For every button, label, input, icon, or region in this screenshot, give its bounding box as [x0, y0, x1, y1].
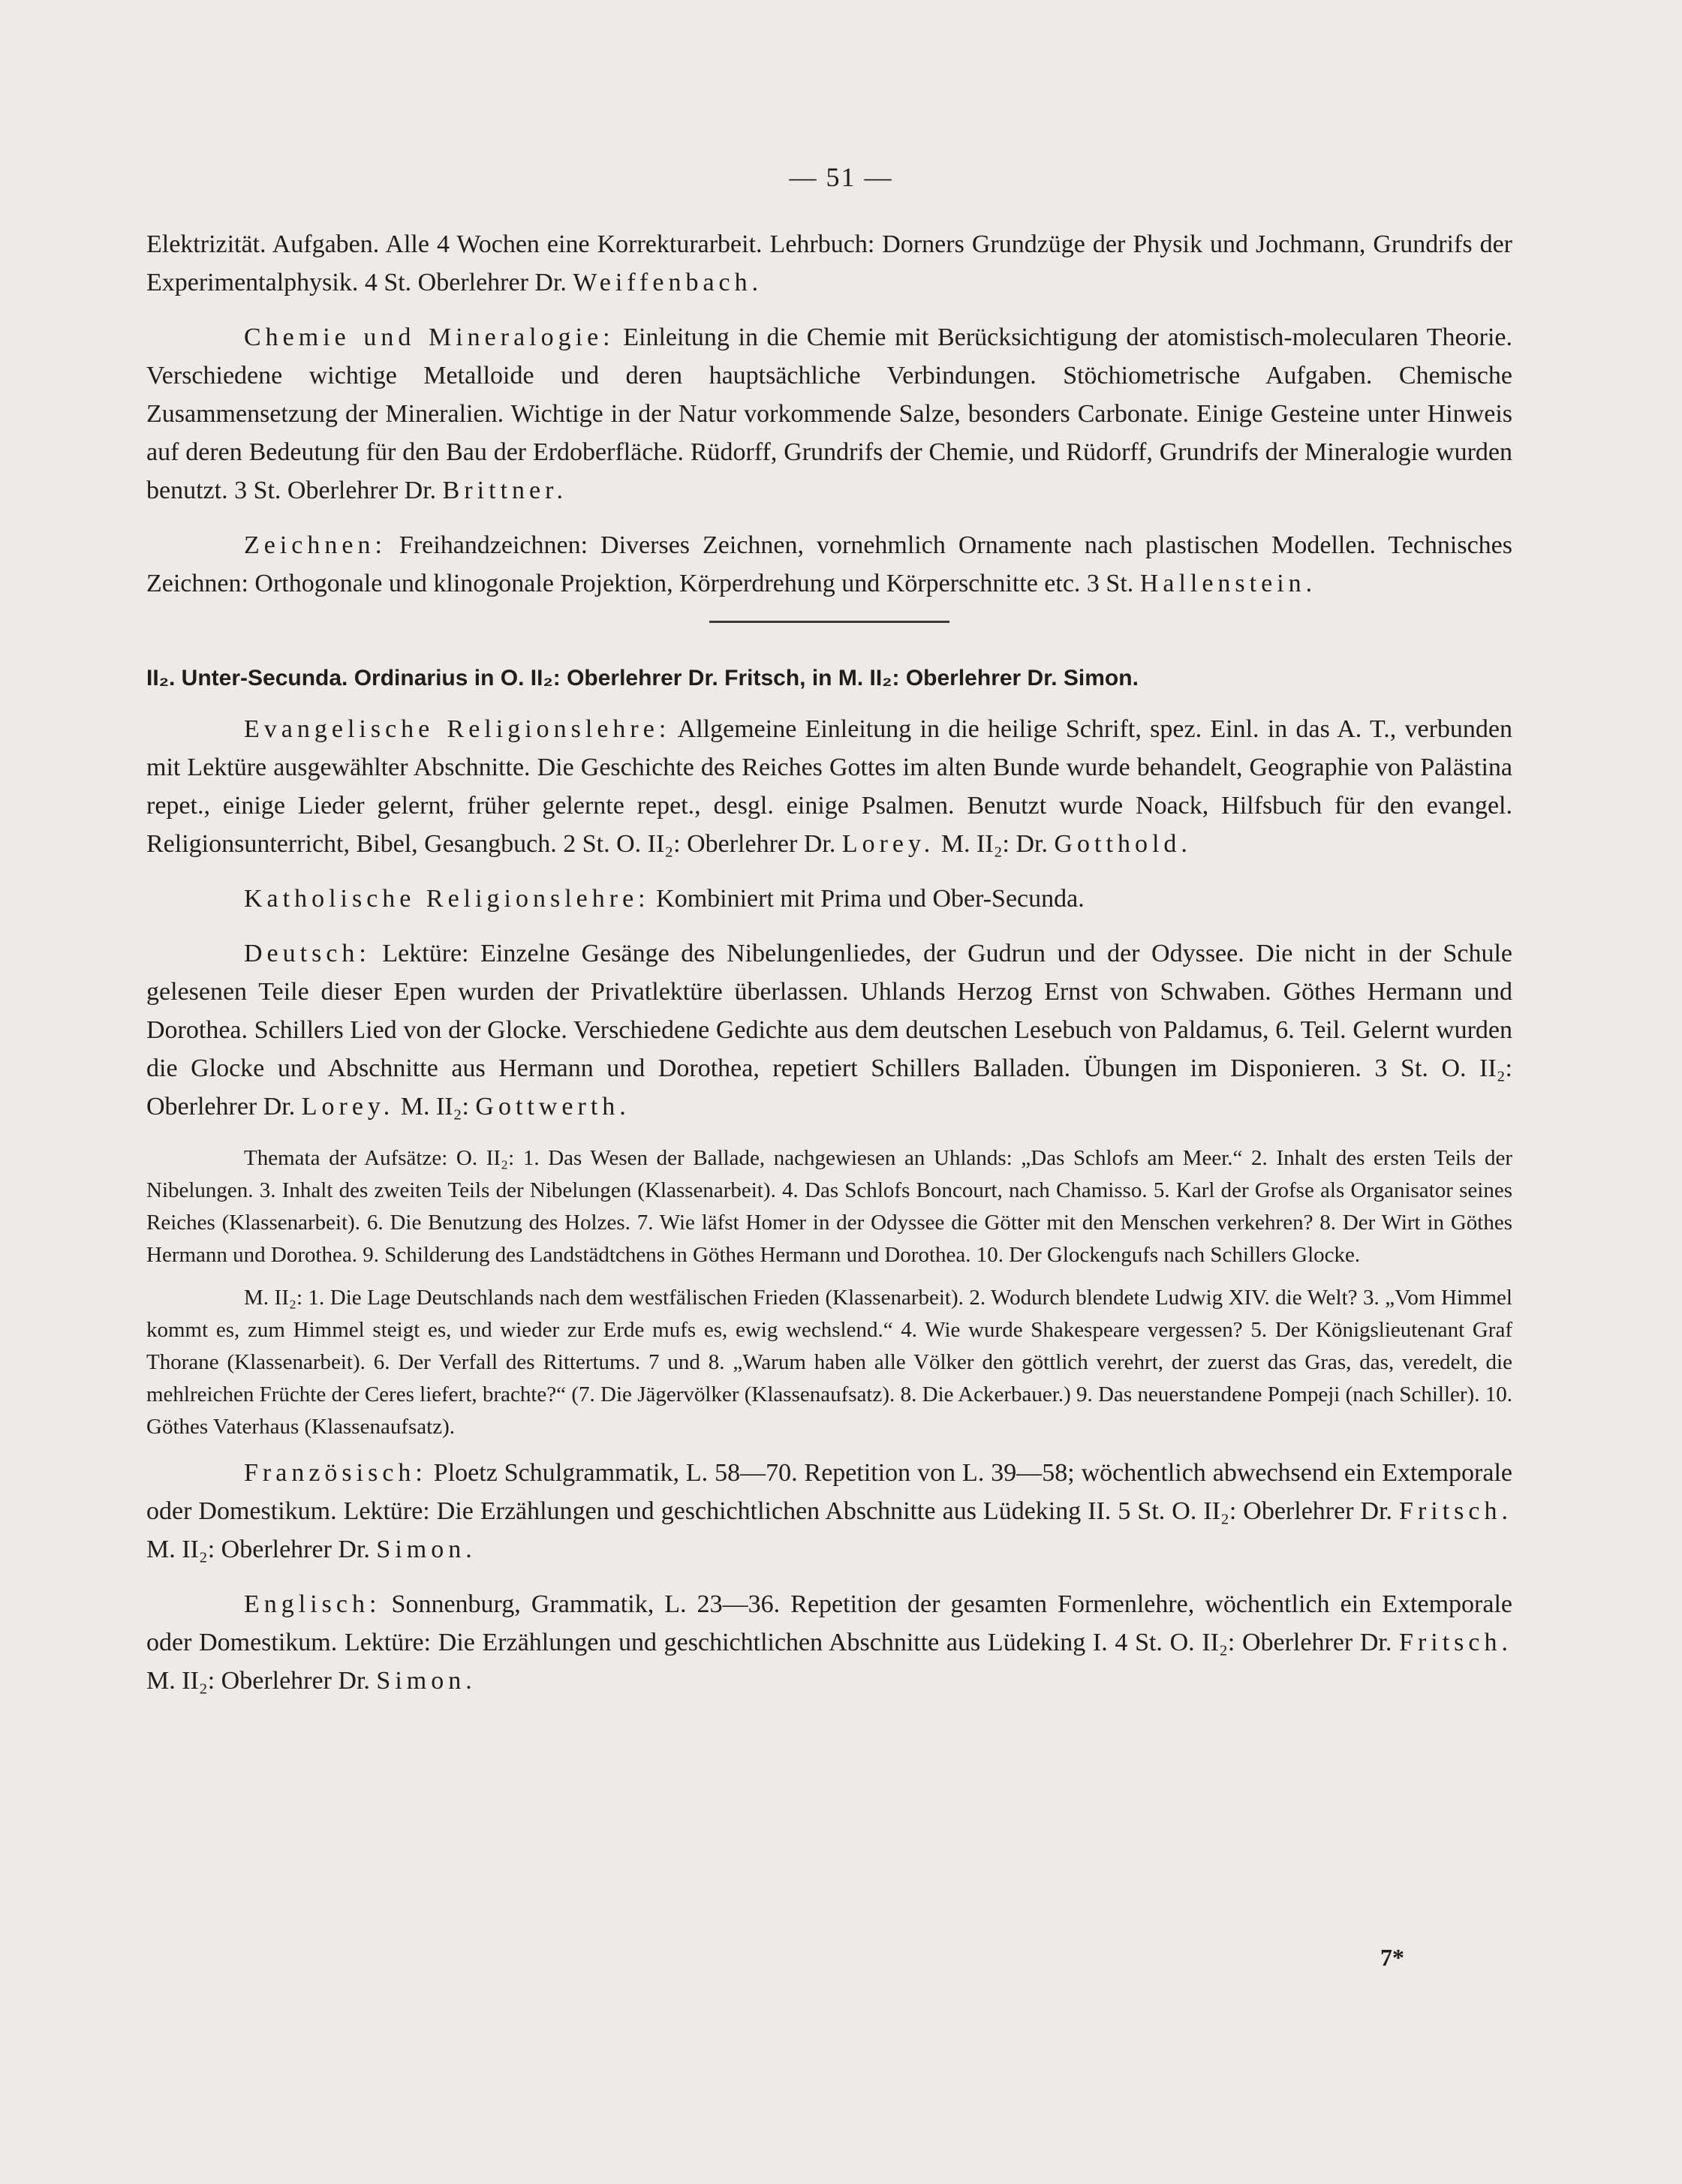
teacher-name: Weiffenbach.	[573, 269, 763, 296]
subject-heading: Deutsch:	[244, 940, 371, 967]
page-number: — 51 —	[789, 162, 893, 192]
paragraph-chemistry	[146, 318, 1512, 510]
teacher-name: Simon.	[376, 1536, 477, 1563]
teacher-name: Lorey.	[841, 830, 935, 858]
paragraph-text: Allgemeine Einleitung in die heilige Schrift, spez. Einl. in das A. T., verbunden mit Lektüre ausgewählter Abschnitte. Die Geschichte des Reiches Gottes im alten Bunde wurde behandelt, Geographie von Palästina repet., einige Lieder gelernt, früher gelernte repet., desgl. einige Psalmen. Benutzt wurde Noack, Hilfsbuch für den evangel. Religionsunterricht, Bibel, Gesangbuch. 2 St. O. II₂: Oberlehrer Dr.	[146, 715, 1512, 858]
teacher-name: Gottwerth.	[475, 1093, 630, 1121]
subject-heading: Evangelische Religionslehre:	[244, 715, 671, 743]
paragraph-text: Elektrizität. Aufgaben. Alle 4 Wochen eine Korrekturarbeit. Lehrbuch: Dorners Grundzüge der Physik und Jochmann, Grundrifs der Experimentalphysik. 4 St. Oberlehrer Dr.	[146, 230, 1512, 296]
subject-heading: Zeichnen:	[244, 531, 387, 559]
paragraph-drawing	[146, 526, 1512, 603]
subject-heading: Katholische Religionslehre:	[244, 885, 650, 913]
paragraph-text: Einleitung in die Chemie mit Berücksichtigung der atomistisch-molecularen Theorie. Verschiedene wichtige Metalloide und deren hauptsächliche Verbindungen. Stöchiometrische Aufgaben. Chemische Zusammensetzung der Mineralien. Wichtige in der Natur vorkommende Salze, besonders Carbonate. Einige Gesteine unter Hinweis auf deren Bedeutung für den Bau der Erdoberfläche. Rüdorff, Grundrifs der Chemie, und Rüdorff, Grundrifs der Mineralogie wurden benutzt. 3 St. Oberlehrer Dr.	[146, 323, 1512, 504]
paragraph-french	[146, 1454, 1512, 1569]
section-divider	[709, 621, 949, 623]
subject-heading: Chemie und Mineralogie:	[244, 323, 615, 351]
teacher-name: Fritsch.	[1399, 1497, 1512, 1525]
class-heading: II₂. Unter-Secunda. Ordinarius in O. II₂: Oberlehrer Dr. Fritsch, in M. II₂: Oberlehrer Dr. Simon.	[146, 666, 1139, 690]
paragraph-catholic-religion	[146, 880, 1512, 918]
teacher-name: Lorey.	[301, 1093, 395, 1121]
paragraph-evangelical-religion	[146, 710, 1512, 863]
paragraph-text: Sonnenburg, Grammatik, L. 23—36. Repetition der gesamten Formenlehre, wöchentlich ein Extemporale oder Domestikum. Lektüre: Die Erzählungen und geschichtlichen Abschnitte aus Lüdeking I. 4 St. O. II₂: Oberlehrer Dr.	[146, 1590, 1512, 1656]
essay-topics-m: M. II₂: 1. Die Lage Deutschlands nach dem westfälischen Frieden (Klassenarbeit). 2. Wodurch blendete Ludwig XIV. die Welt? 3. „Vom Himmel kommt es, zum Himmel steigt es, und wieder zur Erde mufs es, ewig wechslend.“ 4. Wie wurde Shakespeare vergessen? 5. Der Königslieutenant Graf Thorane (Klassenarbeit). 6. Der Verfall des Rittertums. 7 und 8. „Warum haben alle Völker den göttlich verehrt, der zuerst das Gras, das, veredelt, die mehlreichen Früchte der Ceres liefert, brachte?“ (7. Die Jägervölker (Klassenaufsatz). 8. Die Ackerbauer.) 9. Das neuerstandene Pompeji (nach Schiller). 10. Göthes Vaterhaus (Klassenaufsatz).	[146, 1286, 1512, 1439]
paragraph-text: Kombiniert mit Prima und Ober-Secunda.	[649, 885, 1085, 913]
essay-topics-o: Themata der Aufsätze: O. II₂: 1. Das Wesen der Ballade, nachgewiesen an Uhlands: „Das Schlofs am Meer.“ 2. Inhalt des ersten Teils der Nibelungen. 3. Inhalt des zweiten Teils der Nibelungen (Klassenarbeit). 4. Das Schlofs Boncourt, nach Chamisso. 5. Karl der Grofse als Organisator seines Reiches (Klassenarbeit). 6. Die Benutzung des Holzes. 7. Wie läfst Homer in der Odyssee die Götter mit den Menschen verkehren? 8. Der Wirt in Göthes Hermann und Dorothea. 9. Schilderung des Landstädtchens in Göthes Hermann und Dorothea. 10. Der Glockengufs nach Schillers Glocke.	[146, 1146, 1512, 1267]
teacher-name: Hallenstein.	[1139, 570, 1317, 597]
subject-heading: Englisch:	[244, 1590, 381, 1618]
teacher-name: Brittner.	[442, 477, 568, 504]
page-content	[146, 225, 1512, 1716]
paragraph-text: Ploetz Schulgrammatik, L. 58—70. Repetition von L. 39—58; wöchentlich abwechsend ein Extemporale oder Domestikum. Lektüre: Die Erzählungen und geschichtlichen Abschnitte aus Lüdeking II. 5 St. O. II₂: Oberlehrer Dr.	[146, 1459, 1512, 1525]
paragraph-text: Freihandzeichnen: Diverses Zeichnen, vornehmlich Ornamente nach plastischen Modellen. Technisches Zeichnen: Orthogonale und klinogonale Projektion, Körperdrehung und Körperschnitte etc. 3 St.	[146, 531, 1512, 597]
teacher-name: Simon.	[376, 1667, 477, 1695]
paragraph-text: Lektüre: Einzelne Gesänge des Nibelungenliedes, der Gudrun und der Odyssee. Die nicht in der Schule gelesenen Teile dieser Epen wurden der Privatlektüre überlassen. Uhlands Herzog Ernst von Schwaben. Göthes Hermann und Dorothea. Schillers Lied von der Glocke. Verschiedene Gedichte aus dem deutschen Lesebuch von Paldamus, 6. Teil. Gelernt wurden die Glocke und Abschnitte aus Hermann und Dorothea, repetiert Schillers Balladen. Übungen im Disponieren. 3 St. O. II₂: Oberlehrer Dr.	[146, 940, 1512, 1121]
paragraph-text: M. II₂:	[394, 1093, 476, 1121]
paragraph-german	[146, 934, 1512, 1126]
teacher-name: Fritsch.	[1399, 1629, 1512, 1656]
paragraph-text: M. II₂: Oberlehrer Dr.	[146, 1536, 377, 1563]
paragraph-english	[146, 1585, 1512, 1700]
paragraph-physics	[146, 225, 1512, 302]
signature-mark: 7*	[1380, 1944, 1404, 1971]
subject-heading: Französisch:	[244, 1459, 427, 1487]
teacher-name: Gotthold.	[1054, 830, 1192, 858]
paragraph-text: M. II₂: Oberlehrer Dr.	[146, 1667, 377, 1695]
paragraph-text: M. II₂: Dr.	[934, 830, 1055, 858]
